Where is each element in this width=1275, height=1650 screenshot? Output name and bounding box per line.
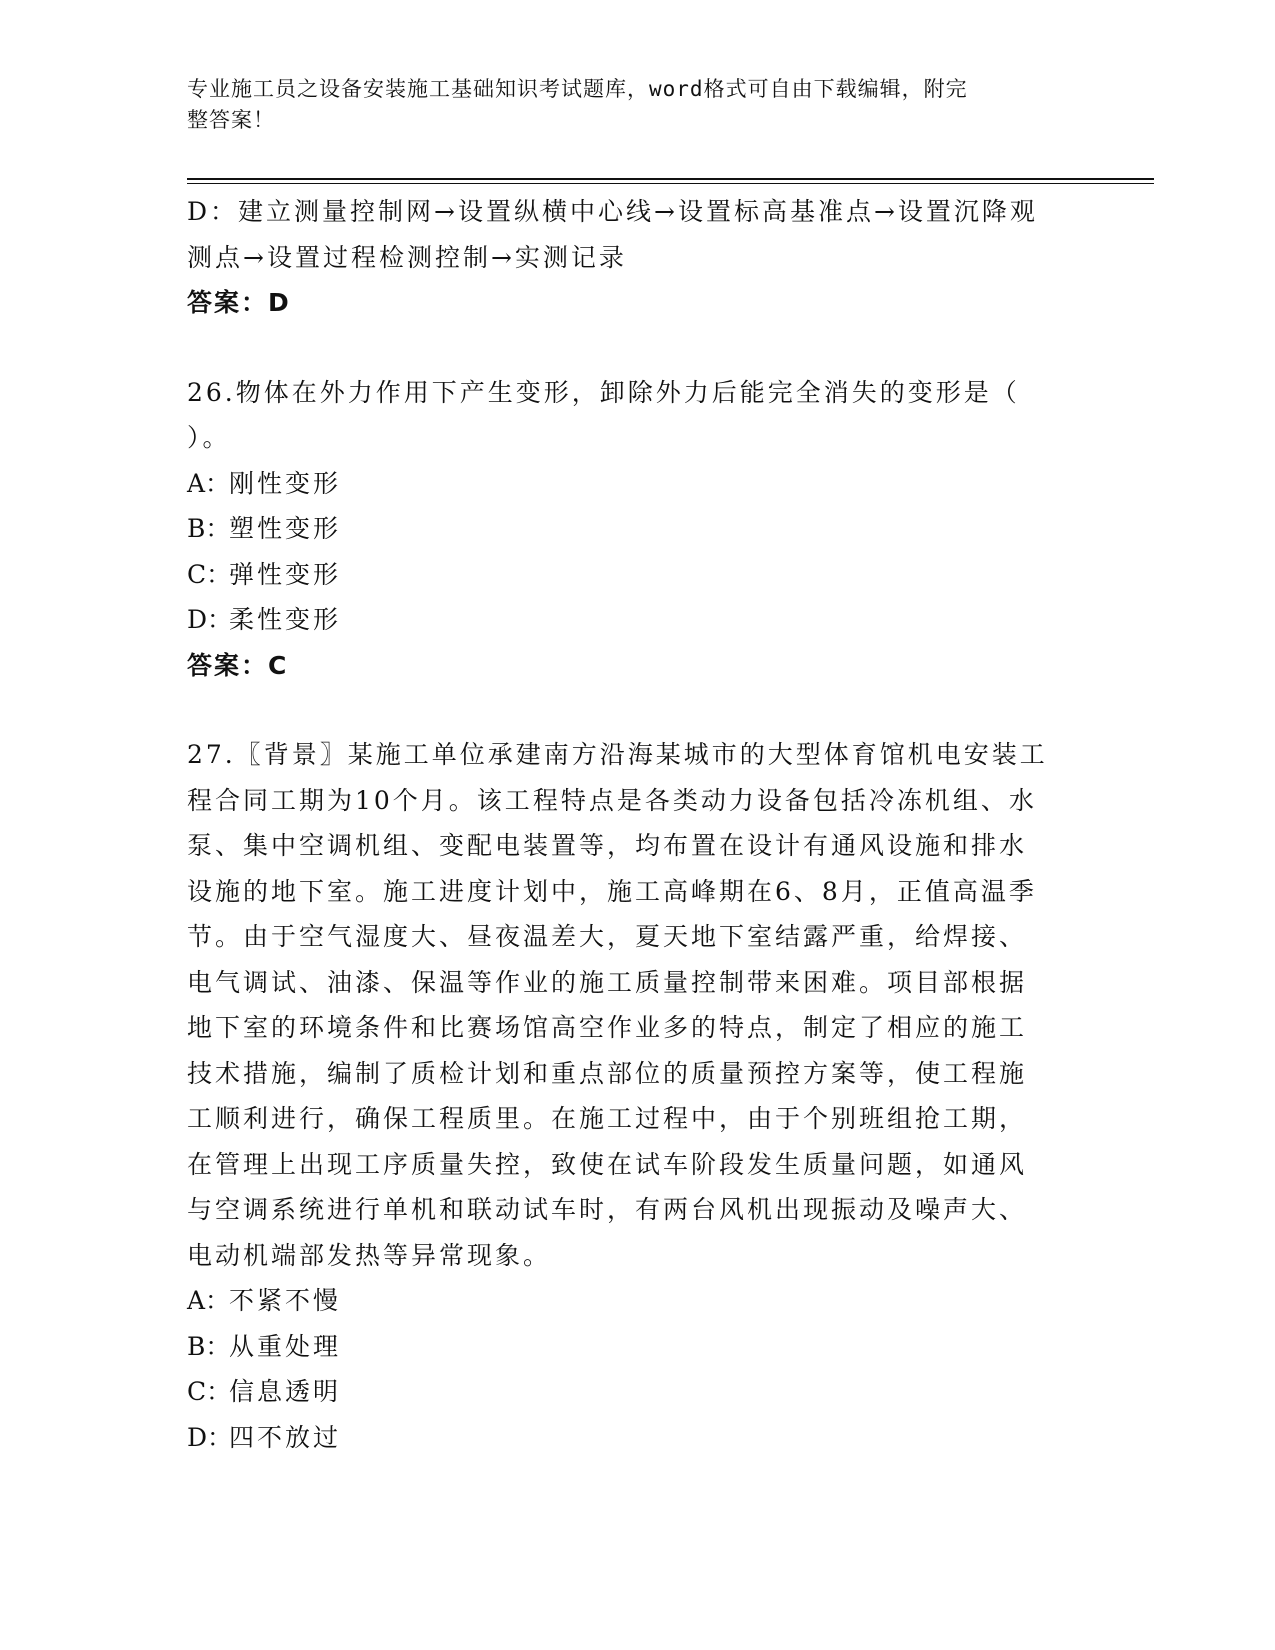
q27-stem-line: 27.〖背景〗某施工单位承建南方沿海某城市的大型体育馆机电安装工 [187,740,1048,769]
q27-option-a: A：不紧不慢 [187,1286,342,1315]
header-rule-thick [187,178,1154,180]
header-rule-thin [187,183,1154,184]
header-title-line-2: 整答案！ [187,108,275,132]
q27-stem-line: 在管理上出现工序质量失控，致使在试车阶段发生质量问题，如通风 [187,1149,1028,1179]
q26-option-c: C：弹性变形 [187,559,342,589]
q26-answer: 答案：C [187,650,289,680]
page-header [187,74,1067,136]
q26-option-a: A：刚性变形 [187,468,342,498]
q25-option-d-line-2: 测点→设置过程检测控制→实测记录 [187,242,627,272]
q25-option-d-line-1: D：建立测量控制网→设置纵横中心线→设置标高基准点→设置沉降观 [187,197,1038,226]
q26-option-d: D：柔性变形 [187,605,342,634]
header-title-line-1: 专业施工员之设备安装施工基础知识考试题库，word格式可自由下载编辑，附完 [187,77,968,101]
q27-stem-line: 工顺利进行，确保工程质里。在施工过程中，由于个别班组抢工期， [187,1104,1028,1133]
q25-answer: 答案：D [187,288,291,317]
q27-stem-line: 设施的地下室。施工进度计划中，施工高峰期在6、8月，正值高温季 [187,876,1037,906]
question-26 [187,370,1087,689]
q27-stem-line: 与空调系统进行单机和联动试车时，有两台风机出现振动及噪声大、 [187,1195,1028,1224]
q27-stem-line: 技术措施，编制了质检计划和重点部位的质量预控方案等，使工程施 [187,1058,1028,1088]
document-body [187,189,1087,1460]
question-27 [187,732,1087,1460]
q27-option-c: C：信息透明 [187,1377,342,1406]
q27-stem-line: 电气调试、油漆、保温等作业的施工质量控制带来困难。项目部根据 [187,967,1028,997]
q26-option-b: B：塑性变形 [187,514,342,543]
q27-stem-line: 电动机端部发热等异常现象。 [187,1240,552,1270]
q27-option-d: D：四不放过 [187,1422,342,1452]
q27-option-b: B：从重处理 [187,1331,342,1361]
spacer [187,688,1087,732]
q27-stem-line: 节。由于空气湿度大、昼夜温差大，夏天地下室结露严重，给焊接、 [187,922,1028,951]
question-25 [187,189,1087,326]
q26-stem-line-2: ）。 [187,423,231,452]
q27-stem-line: 地下室的环境条件和比赛场馆高空作业多的特点，制定了相应的施工 [187,1013,1028,1042]
spacer [187,326,1087,370]
q27-stem-line: 泵、集中空调机组、变配电装置等，均布置在设计有通风设施和排水 [187,831,1028,860]
q27-stem-line: 程合同工期为10个月。该工程特点是各类动力设备包括冷冻机组、水 [187,785,1037,815]
q26-stem-line-1: 26.物体在外力作用下产生变形，卸除外力后能完全消失的变形是（ [187,377,1020,407]
